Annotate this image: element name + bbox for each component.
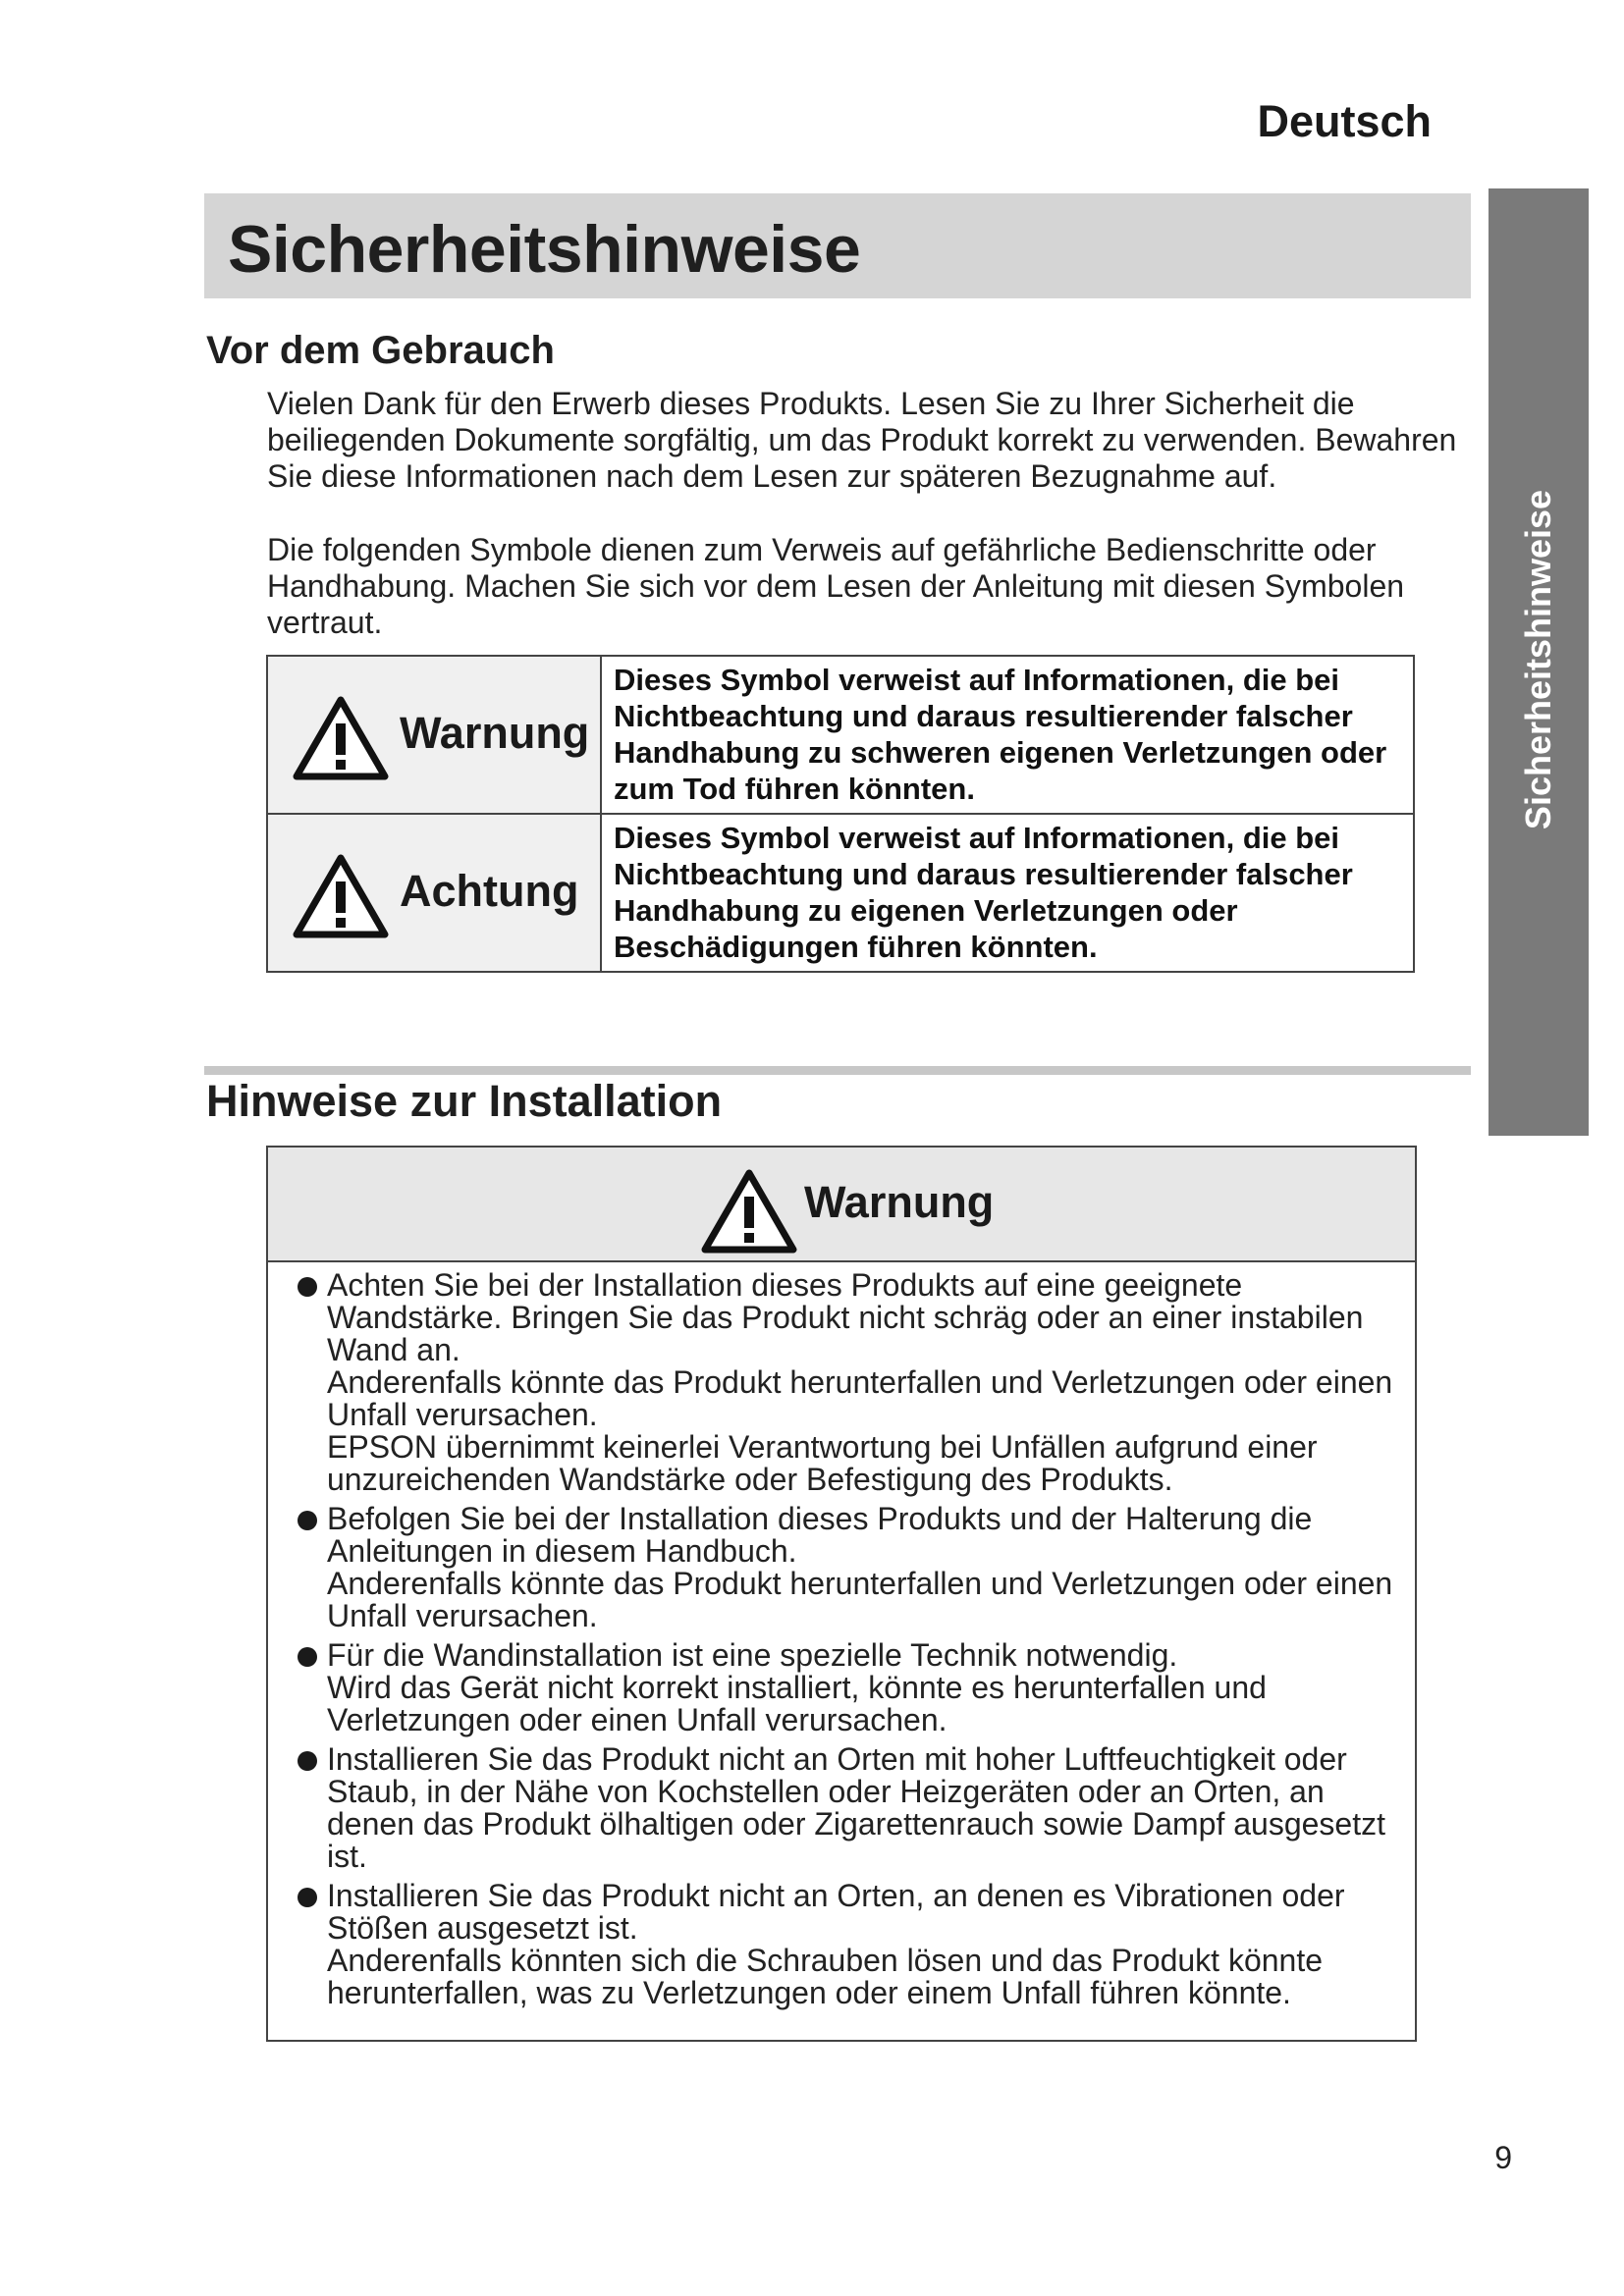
symbol-legend-table: [266, 655, 1415, 973]
bullet-text: Befolgen Sie bei der Installation dieses Produkts und der Halterung die Anleitungen in diesem Handbuch.: [327, 1501, 1313, 1569]
bullet-item: [296, 1743, 1395, 1873]
page-title: Sicherheitshinweise: [228, 212, 861, 287]
bullet-item: [296, 1269, 1395, 1496]
bullet-item: [296, 1639, 1395, 1736]
bullet-dot-icon: [298, 1751, 317, 1771]
symbol-label-warning: Warnung: [400, 708, 590, 758]
page-number: 9: [1494, 2140, 1512, 2175]
bullet-text: Installieren Sie das Produkt nicht an Orten, an denen es Vibrationen oder Stößen ausgesetzt ist.: [327, 1878, 1345, 1946]
warning-triangle-icon: [292, 852, 390, 940]
installation-warning-box: [266, 1146, 1417, 2042]
symbol-row-caution: [267, 814, 1414, 972]
warning-triangle-icon: [700, 1167, 798, 1255]
bullet-text: Für die Wandinstallation ist eine spezielle Technik notwendig.: [327, 1637, 1178, 1673]
side-tab: [1489, 188, 1589, 1136]
symbol-label-caution: Achtung: [400, 866, 579, 916]
bullet-text: Installieren Sie das Produkt nicht an Orten mit hoher Luftfeuchtigkeit oder Staub, in der Nähe von Kochstellen oder Heizgeräten oder an Orten, an denen das Produkt ölhaltigen oder Zigarettenrauch sowie Dampf ausgesetzt ist.: [327, 1741, 1385, 1874]
bullet-text: Anderenfalls könnte das Produkt herunterfallen und Verletzungen oder einen Unfall verursachen.: [327, 1364, 1393, 1432]
intro-paragraph: Vielen Dank für den Erwerb dieses Produkts. Lesen Sie zu Ihrer Sicherheit die beiliegenden Dokumente sorgfältig, um das Produkt korrekt zu verwenden. Bewahren Sie diese Informationen nach dem Lesen zur späteren Bezugnahme auf.: [267, 386, 1457, 494]
side-tab-label: Sicherheitshinweise: [1518, 489, 1558, 830]
section-heading-installation: Hinweise zur Installation: [206, 1076, 723, 1126]
symbol-description-warning: Dieses Symbol verweist auf Informationen, die bei Nichtbeachtung und daraus resultierender falscher Handhabung zu schweren eigenen Verletzungen oder zum Tod führen könnten.: [601, 656, 1414, 814]
section-heading-before-use: Vor dem Gebrauch: [206, 329, 555, 372]
warning-header: [268, 1148, 1415, 1262]
bullet-text: Achten Sie bei der Installation dieses Produkts auf eine geeignete Wandstärke. Bringen Sie das Produkt nicht schräg oder an einer instabilen Wand an.: [327, 1267, 1364, 1367]
warning-bullet-list: [296, 1269, 1395, 2016]
bullet-text: Anderenfalls könnten sich die Schrauben lösen und das Produkt könnte herunterfallen, was zu Verletzungen oder einem Unfall führen könnte.: [327, 1943, 1324, 2010]
warning-header-label: Warnung: [804, 1177, 995, 1227]
bullet-text: Anderenfalls könnte das Produkt herunterfallen und Verletzungen oder einen Unfall verursachen.: [327, 1566, 1393, 1633]
warning-triangle-icon: [292, 694, 390, 782]
bullet-dot-icon: [298, 1277, 317, 1297]
symbol-label-cell: [267, 814, 601, 972]
bullet-text: EPSON übernimmt keinerlei Verantwortung bei Unfällen aufgrund einer unzureichenden Wandstärke oder Befestigung des Produkts.: [327, 1429, 1318, 1497]
symbol-description-caution: Dieses Symbol verweist auf Informationen, die bei Nichtbeachtung und daraus resultierender falscher Handhabung zu eigenen Verletzungen oder Beschädigungen führen könnten.: [601, 814, 1414, 972]
bullet-item: [296, 1880, 1395, 2009]
symbols-paragraph: Die folgenden Symbole dienen zum Verweis auf gefährliche Bedienschritte oder Handhabung. Machen Sie sich vor dem Lesen der Anleitung mit diesen Symbolen vertraut.: [267, 532, 1405, 640]
section-divider: [204, 1066, 1471, 1075]
bullet-item: [296, 1503, 1395, 1632]
bullet-text: Wird das Gerät nicht korrekt installiert, könnte es herunterfallen und Verletzungen oder einen Unfall verursachen.: [327, 1670, 1267, 1737]
language-label: Deutsch: [1257, 96, 1432, 146]
bullet-dot-icon: [298, 1647, 317, 1667]
bullet-dot-icon: [298, 1888, 317, 1907]
symbol-label-cell: [267, 656, 601, 814]
symbol-row-warning: [267, 656, 1414, 814]
bullet-dot-icon: [298, 1511, 317, 1530]
page-title-band: [204, 193, 1471, 298]
